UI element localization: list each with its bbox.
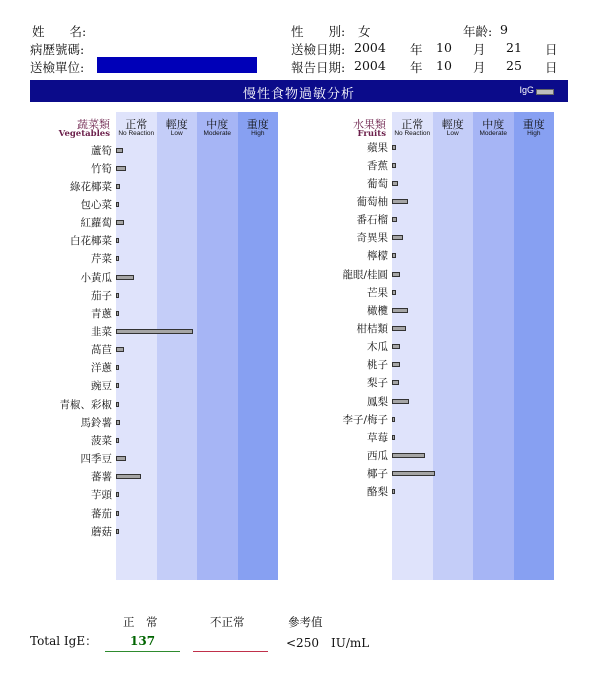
food-bar: [392, 326, 406, 331]
food-bar: [392, 489, 395, 494]
food-bar: [116, 511, 119, 516]
food-label: 木瓜: [367, 341, 388, 354]
section-title: 蔬菜類: [77, 118, 110, 131]
level-heading: 輕度: [441, 118, 464, 131]
section-title: 水果類: [353, 118, 386, 131]
food-label: 蘆筍: [91, 144, 112, 157]
food-bar: [392, 199, 408, 204]
food-bar: [392, 145, 396, 150]
food-label: 椰子: [367, 468, 388, 481]
food-label: 蕃薯: [91, 471, 112, 484]
total-ige-reference-heading: 參考值: [288, 615, 323, 629]
food-label: 芹菜: [91, 253, 112, 266]
food-bar: [392, 399, 409, 404]
report-year-char: 年: [410, 60, 423, 75]
food-label: 梨子: [367, 377, 388, 390]
food-label: 桃子: [367, 359, 388, 372]
level-subheading: No Reaction: [394, 130, 431, 137]
sex-value: 女: [358, 24, 371, 39]
food-bar: [392, 290, 396, 295]
food-label: 芋頭: [91, 489, 112, 502]
food-label: 葡萄: [367, 177, 388, 190]
food-label: 四季豆: [80, 453, 112, 466]
level-heading: 中度: [206, 118, 229, 131]
food-label: 豌豆: [91, 380, 112, 393]
sent-year-char: 年: [410, 42, 423, 57]
sent-month: 10: [436, 40, 452, 55]
level-subheading: Moderate: [203, 130, 231, 137]
level-subheading: Low: [170, 130, 183, 137]
food-label: 青蔥: [91, 307, 112, 320]
food-label: 檸檬: [367, 250, 388, 263]
food-label: 柑桔類: [356, 323, 388, 335]
age-label: 年齡:: [463, 24, 493, 39]
food-label: 青椒、彩椒: [59, 398, 112, 411]
food-label: 馬鈴薯: [80, 416, 112, 429]
food-bar: [116, 529, 119, 534]
food-label: 奇異果: [356, 232, 388, 245]
report-day-char: 日: [545, 60, 558, 75]
sex-label: 性 別:: [291, 24, 346, 39]
report-banner: [30, 80, 568, 102]
sent-month-char: 月: [473, 42, 486, 57]
igg-legend-swatch: [536, 89, 554, 95]
level-heading: 中度: [482, 118, 505, 131]
age-value: 9: [500, 22, 508, 37]
food-label: 綠花椰菜: [70, 180, 112, 193]
food-label: 紅蘿蔔: [80, 217, 112, 230]
total-ige-normal-heading: 正 常: [123, 615, 158, 629]
level-subheading: High: [251, 130, 265, 137]
total-ige-value: 137: [130, 634, 156, 648]
level-band-2: [433, 112, 474, 580]
food-label: 草莓: [367, 431, 388, 444]
food-label: 白花椰菜: [70, 235, 112, 248]
report-day: 25: [506, 58, 522, 73]
level-subheading: No Reaction: [118, 130, 155, 137]
name-label: 姓 名:: [32, 24, 87, 39]
report-month-char: 月: [473, 60, 486, 75]
report-title: 慢性食物過敏分析: [242, 87, 355, 102]
report-month: 10: [436, 58, 452, 73]
food-label: 西瓜: [367, 450, 388, 463]
food-bar: [392, 235, 403, 240]
food-bar: [392, 344, 400, 349]
food-bar: [392, 435, 395, 440]
sent-day-char: 日: [545, 42, 558, 57]
level-subheading: High: [527, 130, 541, 137]
food-label: 蘑菇: [91, 525, 112, 538]
food-bar: [392, 272, 400, 277]
record-number-label: 病歷號碼:: [30, 42, 85, 57]
food-label: 芒果: [367, 286, 388, 299]
section-subtitle: Fruits: [357, 129, 386, 139]
food-bar: [392, 217, 397, 222]
food-bar: [392, 163, 396, 168]
total-ige-abnormal-heading: 不正常: [210, 615, 245, 629]
redacted-unit-box: [97, 57, 257, 73]
food-bar: [392, 471, 435, 476]
food-bar: [392, 380, 399, 385]
food-label: 小黃瓜: [80, 271, 112, 284]
submitting-unit-label: 送檢單位:: [30, 60, 85, 75]
sent-year: 2004: [354, 40, 386, 55]
food-label: 蘋果: [367, 141, 388, 154]
section-subtitle: Vegetables: [58, 129, 110, 139]
level-heading: 正常: [401, 118, 424, 131]
total-ige-reference-value: <250 IU/mL: [286, 636, 370, 650]
food-label: 酪梨: [367, 486, 388, 499]
food-label: 洋蔥: [91, 362, 112, 375]
sent-date-label: 送檢日期:: [291, 42, 346, 57]
level-subheading: Low: [446, 130, 459, 137]
sent-day: 21: [506, 40, 522, 55]
level-band-4: [514, 112, 555, 580]
food-bar: [392, 362, 400, 367]
food-label: 葡萄柚: [356, 195, 388, 208]
level-heading: 輕度: [165, 118, 188, 131]
igg-legend-label: IgG: [519, 85, 534, 95]
level-heading: 重度: [246, 118, 269, 131]
food-label: 萵苣: [91, 344, 112, 357]
total-ige-normal-underline: [105, 651, 180, 652]
level-subheading: Moderate: [479, 130, 507, 137]
level-band-3: [473, 112, 514, 580]
total-ige-label: Total IgE：: [30, 634, 98, 648]
total-ige-abnormal-underline: [193, 651, 268, 652]
food-label: 韭菜: [91, 326, 112, 338]
report-date-label: 報告日期:: [291, 60, 346, 75]
food-bar: [392, 453, 425, 458]
level-heading: 正常: [125, 118, 148, 131]
food-label: 茄子: [91, 289, 112, 302]
food-label: 香蕉: [367, 159, 388, 172]
food-label: 龍眼/桂圓: [342, 268, 388, 281]
food-label: 竹筍: [91, 162, 112, 175]
food-label: 蕃茄: [91, 507, 112, 520]
food-label: 橄欖: [367, 304, 388, 317]
food-label: 番石榴: [356, 214, 388, 227]
food-label: 鳳梨: [367, 395, 388, 408]
food-bar: [392, 181, 398, 186]
level-heading: 重度: [522, 118, 545, 131]
food-label: 李子/梅子: [342, 413, 388, 426]
report-year: 2004: [354, 58, 386, 73]
food-label: 菠菜: [91, 434, 112, 447]
food-bar: [392, 308, 408, 313]
food-bar: [392, 253, 396, 258]
food-bar: [392, 417, 395, 422]
food-label: 包心菜: [80, 198, 112, 211]
